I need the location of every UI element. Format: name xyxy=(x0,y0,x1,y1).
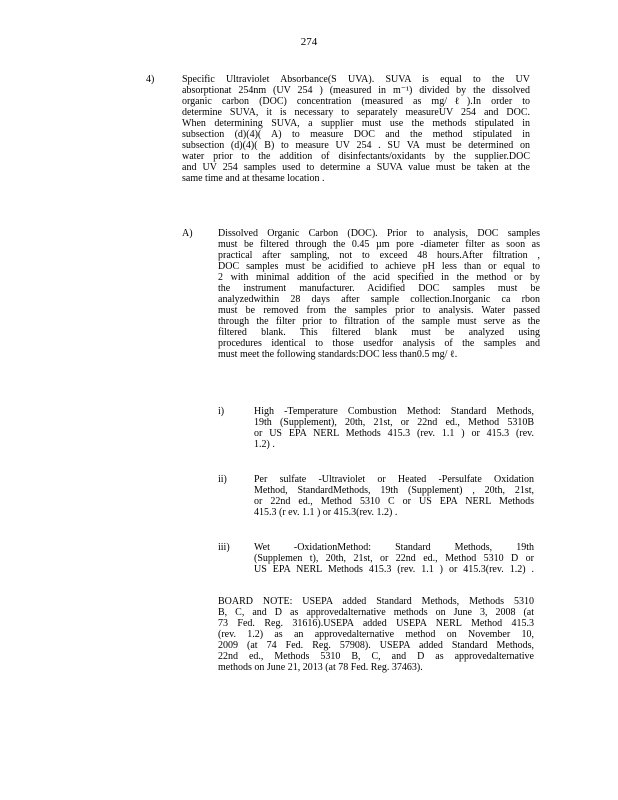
text-line: High -Temperature Combustion Method: Standard Methods, xyxy=(254,406,534,417)
method-ii-body xyxy=(254,474,534,518)
text-line: methods on June 21, 2013 (at 78 Fed. Reg. 37463). xyxy=(218,662,423,673)
text-line: must be removed from the samples prior to analysis. Water passed xyxy=(218,305,540,316)
text-line: subsection (d)(4)( B) to measure UV 254 . SU VA must be determined on xyxy=(182,140,530,151)
text-line: subsection (d)(4)( A) to measure DOC and the method stipulated in xyxy=(182,129,530,140)
text-line: analyzedwithin 28 days after sample collection.Inorganic ca rbon xyxy=(218,294,540,305)
text-line: BOARD NOTE: USEPA added Standard Methods, Methods 5310 xyxy=(218,596,534,607)
text-line: absorptionat 254nm (UV 254 ) (measured in m⁻¹) divided by the dissolved xyxy=(182,85,530,96)
text-line: or US EPA NERL Methods 415.3 (rev. 1.1 ) or 415.3 (rev. xyxy=(254,428,534,439)
board-note xyxy=(218,596,534,673)
section-body xyxy=(182,74,530,184)
text-line: through the filter prior to filtration of the sample must serve as the xyxy=(218,316,540,327)
method-i-body xyxy=(254,406,534,450)
method-ii-label: ii) xyxy=(218,474,227,485)
subsection-a-label: A) xyxy=(182,228,193,239)
text-line: Specific Ultraviolet Absorbance(S UVA). SUVA is equal to the UV xyxy=(182,74,530,85)
text-line: Per sulfate -Ultraviolet or Heated -Persulfate Oxidation xyxy=(254,474,534,485)
text-line: the instrument manufacturer. Acidified DOC samples must be xyxy=(218,283,540,294)
text-line: (rev. 1.2) as an approvedalternative method on November 10, xyxy=(218,629,534,640)
text-line: 22nd ed., Methods 5310 B, C, and D as approvedalternative xyxy=(218,651,534,662)
text-line: 73 Fed. Reg. 31616).USEPA added USEPA NERL Method 415.3 xyxy=(218,618,534,629)
text-line: must be filtered through the 0.45 µm pore -diameter filter as soon as xyxy=(218,239,540,250)
text-line: organic carbon (DOC) concentration (measured as mg/ℓ).In order to xyxy=(182,96,530,107)
page-number: 274 xyxy=(300,36,318,48)
text-line: procedures identical to those usedfor analysis of the samples and xyxy=(218,338,540,349)
text-line: Method, StandardMethods, 19th (Supplement) , 20th, 21st, xyxy=(254,485,534,496)
text-line: (Supplemen t), 20th, 21st, or 22nd ed., Method 5310 D or xyxy=(254,553,534,564)
text-line: 1.2) . xyxy=(254,439,275,450)
text-line: 2 with minimal addition of the acid specified in the method or by xyxy=(218,272,540,283)
method-i-label: i) xyxy=(218,406,225,417)
text-line: same time and at thesame location . xyxy=(182,173,325,184)
text-line: Wet -OxidationMethod: Standard Methods, 19th xyxy=(254,542,534,553)
text-line: 2009 (at 74 Fed. Reg. 57908). USEPA added Standard Methods, xyxy=(218,640,534,651)
subsection-a-body xyxy=(218,228,540,360)
text-line: or 22nd ed., Method 5310 C or US EPA NERL Methods xyxy=(254,496,534,507)
text-line: water prior to the addition of disinfectants/oxidants by the supplier.DOC xyxy=(182,151,530,162)
text-line: filtered blank. This filtered blank must be analyzed using xyxy=(218,327,540,338)
text-line: When determining SUVA, a supplier must use the methods stipulated in xyxy=(182,118,530,129)
text-line: determine SUVA, it is necessary to separately measureUV 254 and DOC. xyxy=(182,107,530,118)
text-line: US EPA NERL Methods 415.3 (rev. 1.1 ) or 415.3(rev. 1.2) . xyxy=(254,564,534,575)
section-label: 4) xyxy=(146,74,155,85)
text-line: B, C, and D as approvedalternative methods on June 3, 2008 (at xyxy=(218,607,534,618)
text-line: and UV 254 samples used to determine a SUVA value must be taken at the xyxy=(182,162,530,173)
text-line: must meet the following standards:DOC less than0.5 mg/ ℓ. xyxy=(218,349,458,360)
method-iii-label: iii) xyxy=(218,542,230,553)
text-line: 415.3 (r ev. 1.1 ) or 415.3(rev. 1.2) . xyxy=(254,507,398,518)
method-iii-body xyxy=(254,542,534,575)
text-line: 19th (Supplement), 20th, 21st, or 22nd ed., Method 5310B xyxy=(254,417,534,428)
text-line: practical after sampling, not to exceed 48 hours.After filtration , xyxy=(218,250,540,261)
text-line: Dissolved Organic Carbon (DOC). Prior to analysis, DOC samples xyxy=(218,228,540,239)
text-line: DOC samples must be acidified to achieve pH less than or equal to xyxy=(218,261,540,272)
